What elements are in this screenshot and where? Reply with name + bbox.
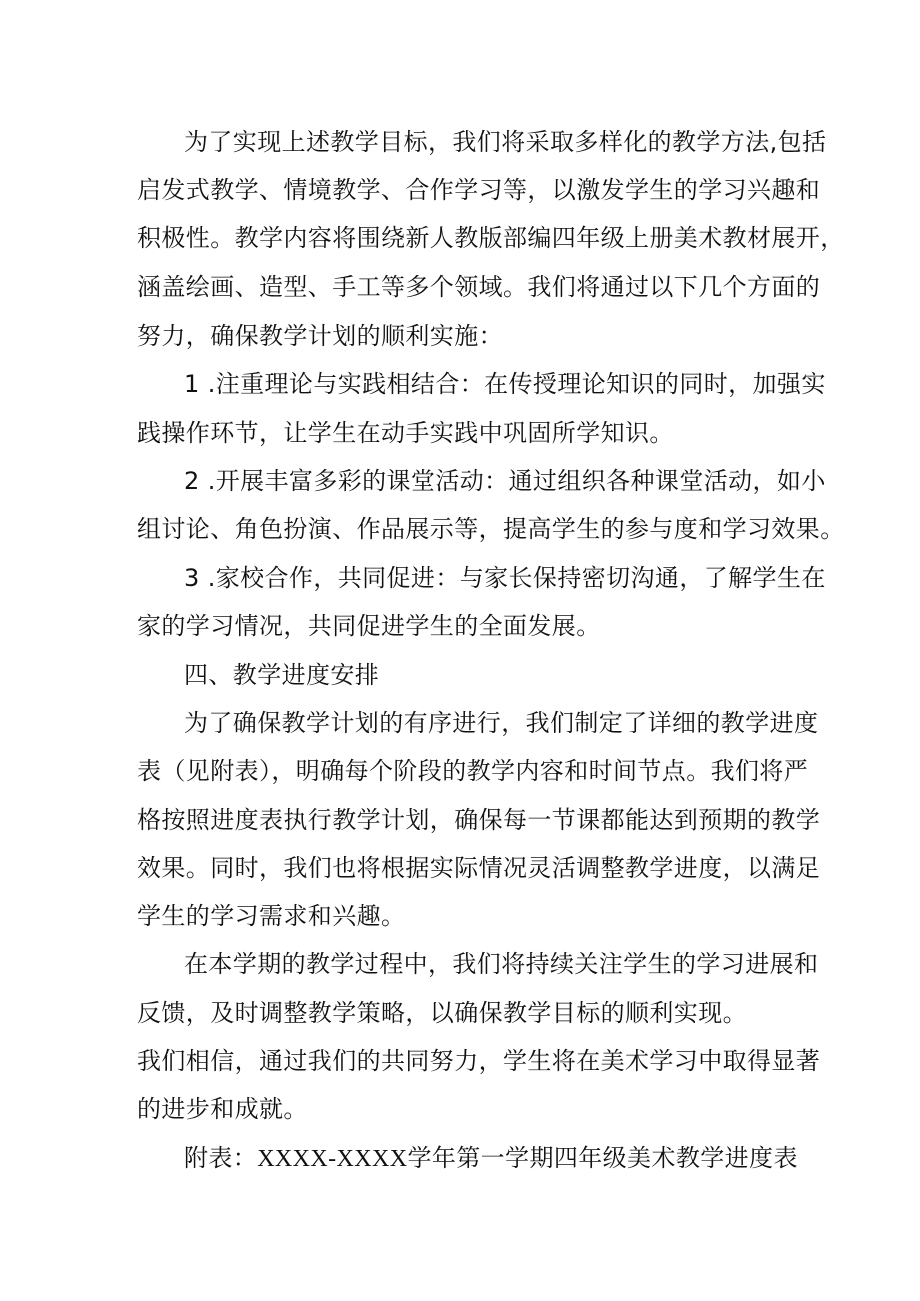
text-line: 积极性。教学内容将围绕新人教版部编四年级上册美术教材展开， — [137, 224, 845, 252]
text-line: 启发式教学、情境教学、合作学习等，以激发学生的学习兴趣和 — [137, 176, 821, 204]
text-line: 为了确保教学计划的有序进行，我们制定了详细的教学进度 — [184, 709, 819, 737]
appendix-line — [184, 1142, 798, 1175]
text-line: 涵盖绘画、造型、手工等多个领域。我们将通过以下几个方面的 — [137, 273, 821, 301]
appendix-title: 学年第一学期四年级美术教学进度表 — [407, 1144, 798, 1172]
list-item-3-line: 3 .家校合作，共同促进：与家长保持密切沟通，了解学生在 — [184, 564, 826, 592]
list-item-3-line: 家的学习情况，共同促进学生的全面发展。 — [137, 612, 601, 640]
text-line: 的进步和成就。 — [137, 1095, 308, 1123]
appendix-code: XXXX-XXXX — [257, 1146, 408, 1172]
text-line: 为了实现上述教学目标，我们将采取多样化的教学方法,包括 — [184, 128, 827, 156]
appendix-label: 附表： — [184, 1144, 258, 1172]
list-item-2-line: 组讨论、角色扮演、作品展示等，提高学生的参与度和学习效果。 — [137, 515, 845, 543]
text-line: 效果。同时，我们也将根据实际情况灵活调整教学进度，以满足 — [137, 854, 821, 882]
list-item-1-line: 践操作环节，让学生在动手实践中巩固所学知识。 — [137, 419, 674, 447]
text-line: 表（见附表），明确每个阶段的教学内容和时间节点。我们将严 — [137, 757, 809, 785]
text-line: 学生的学习需求和兴趣。 — [137, 902, 406, 930]
text-line: 格按照进度表执行教学计划，确保每一节课都能达到预期的教学 — [137, 806, 821, 834]
text-line: 反馈，及时调整教学策略，以确保教学目标的顺利实现。 — [137, 999, 747, 1027]
text-line: 我们相信，通过我们的共同努力，学生将在美术学习中取得显著 — [137, 1047, 821, 1075]
list-item-2-line: 2 .开展丰富多彩的课堂活动：通过组织各种课堂活动，如小 — [184, 467, 826, 495]
text-line: 努力，确保教学计划的顺利实施： — [137, 322, 503, 350]
text-line: 在本学期的教学过程中，我们将持续关注学生的学习进展和 — [184, 950, 819, 978]
section-heading: 四、教学进度安排 — [184, 661, 380, 689]
list-item-1-line: 1 .注重理论与实践相结合：在传授理论知识的同时，加强实 — [184, 370, 826, 398]
